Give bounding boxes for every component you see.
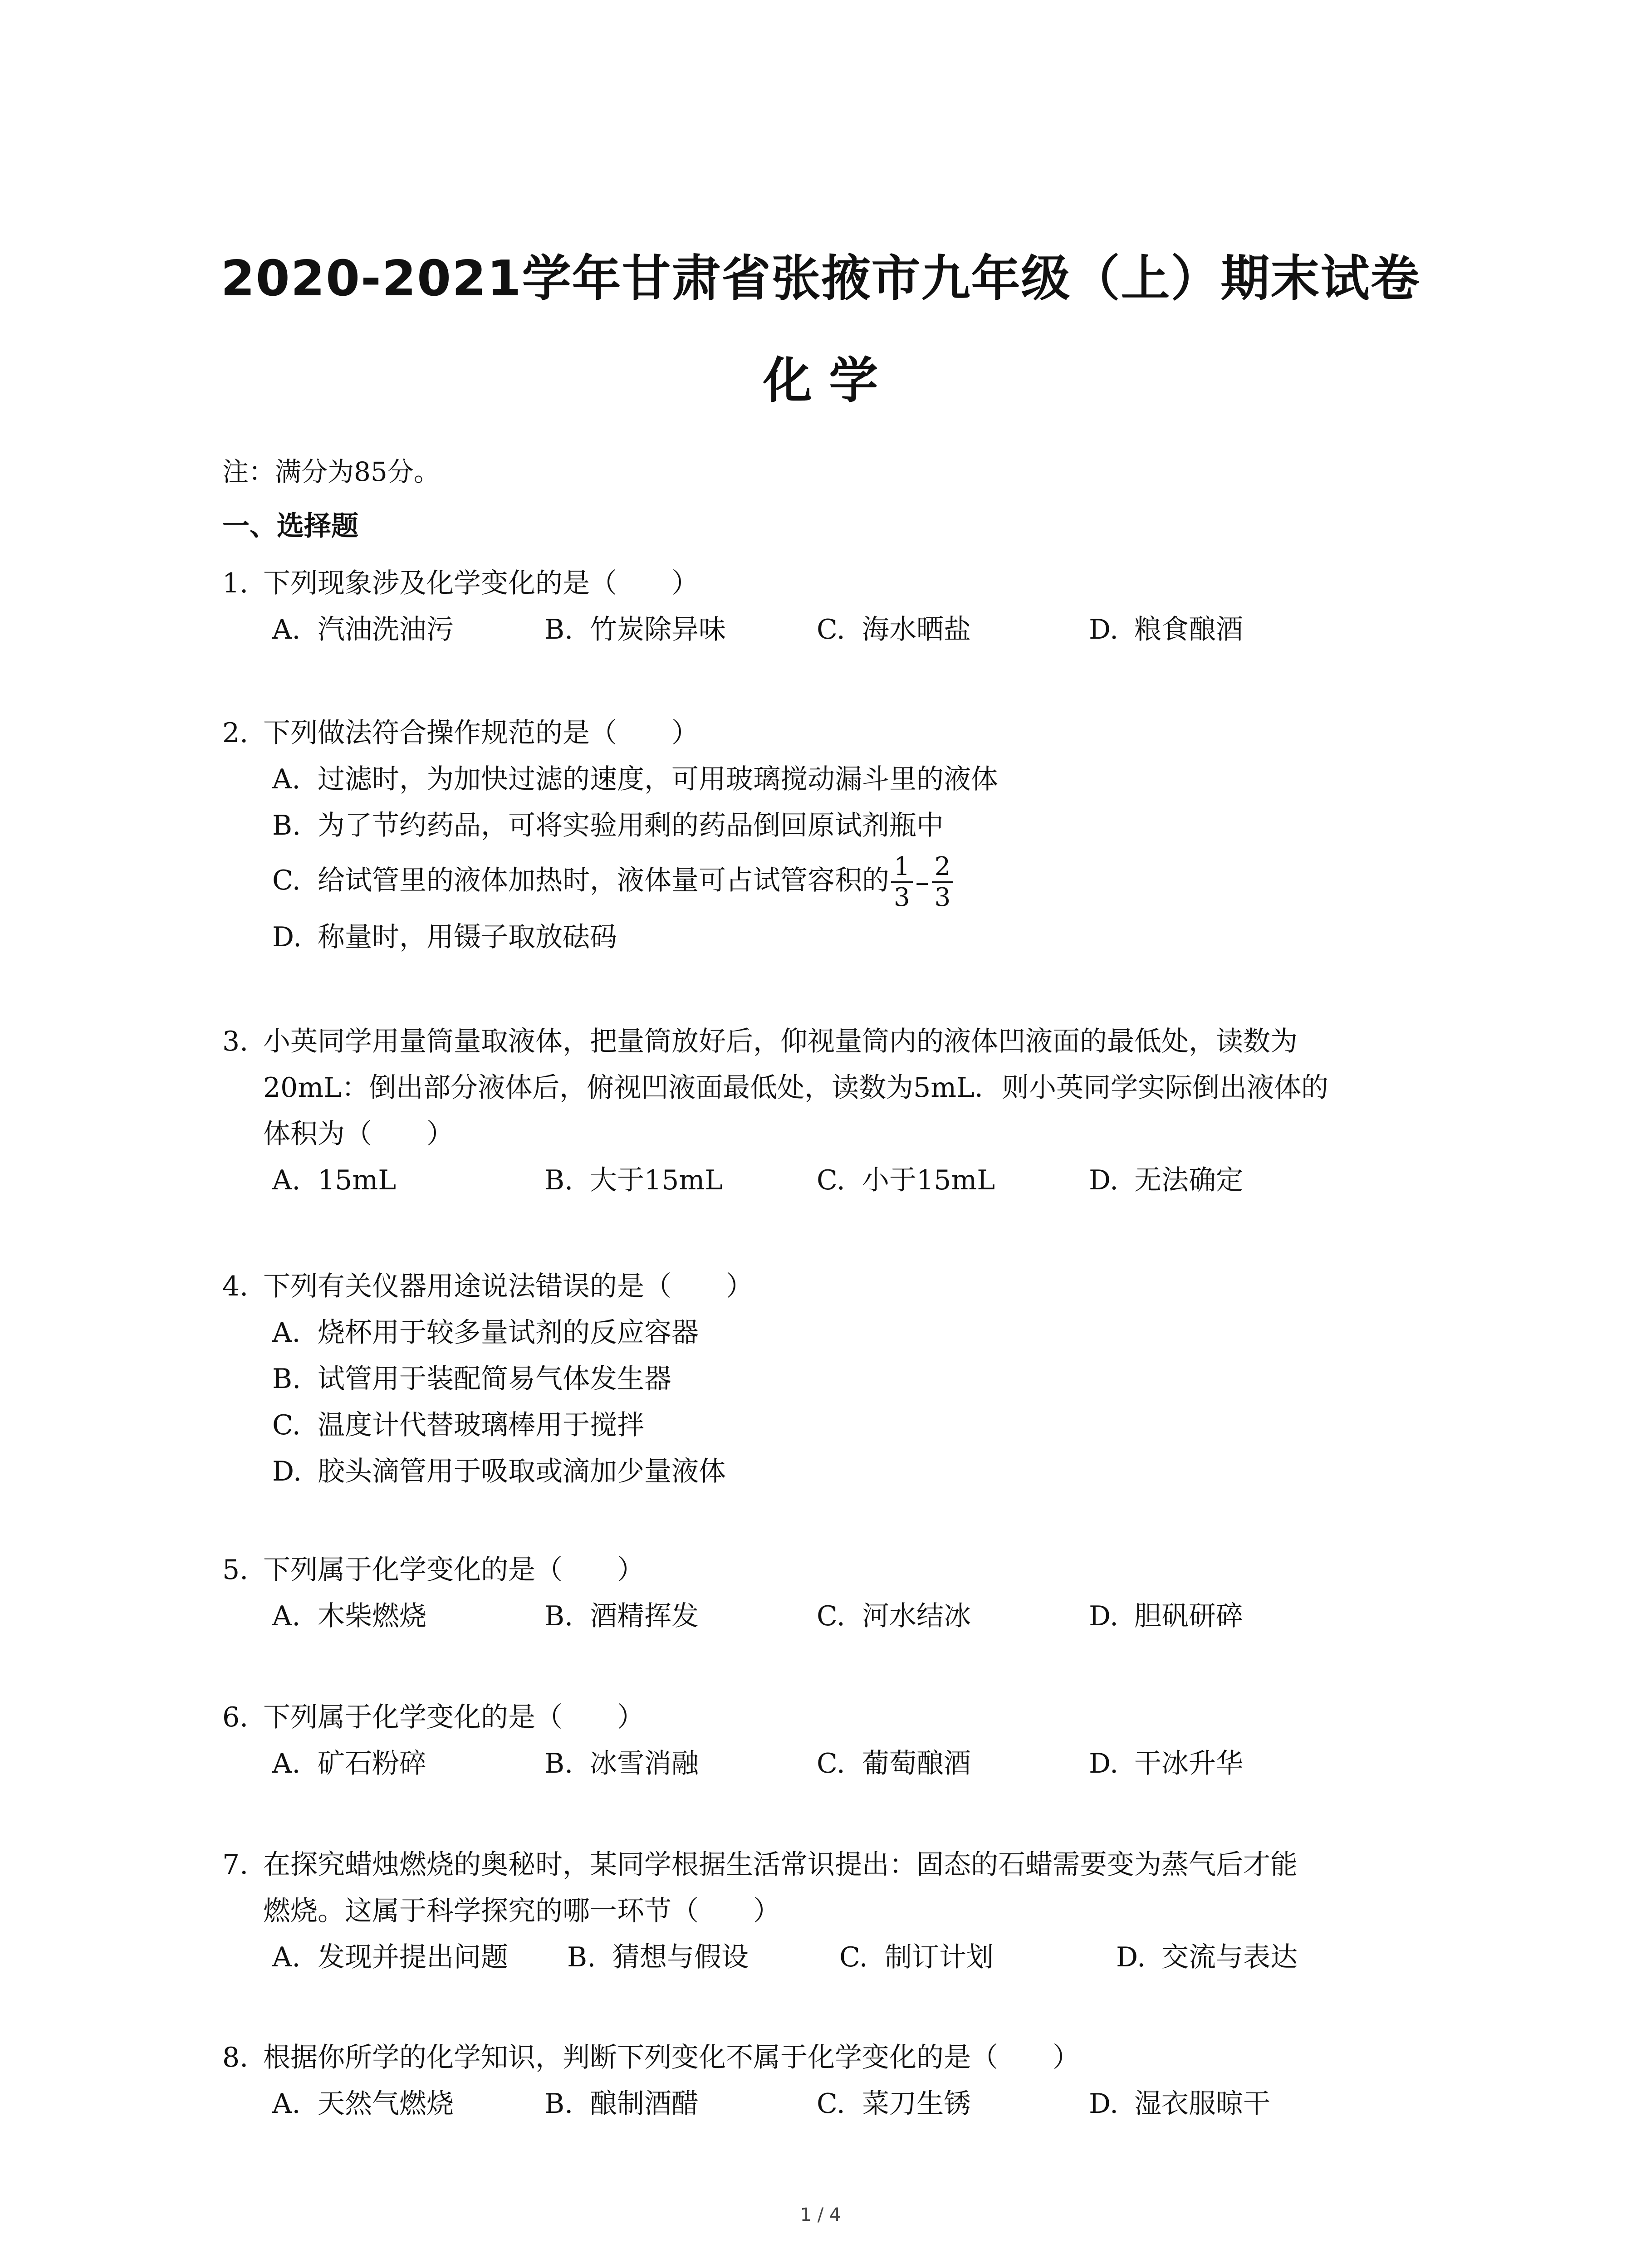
question-2 — [222, 710, 1447, 960]
question-number: 3. — [222, 1026, 249, 1057]
option-text: 大于15mL — [590, 1164, 723, 1196]
option-b — [567, 1934, 749, 1980]
option-text: 河水结冰 — [862, 1600, 971, 1632]
option-text: 菜刀生锈 — [862, 2088, 971, 2120]
section-heading: 一、选择题 — [222, 510, 358, 542]
option-a — [272, 1593, 426, 1639]
option-letter: C. — [817, 1164, 845, 1196]
option-letter: B. — [544, 1164, 573, 1196]
question-number: 2. — [222, 717, 249, 749]
option-letter: D. — [1089, 1600, 1119, 1632]
option-letter: D. — [1089, 2088, 1119, 2120]
option-a — [272, 1740, 426, 1787]
option-a — [272, 606, 454, 653]
question-stem — [263, 1018, 1447, 1157]
question-number: 1. — [222, 567, 249, 599]
option-text: 木柴燃烧 — [318, 1600, 426, 1632]
option-letter: B. — [544, 1748, 573, 1779]
option-letter: C. — [817, 1600, 845, 1632]
question-3 — [222, 1018, 1447, 1203]
option-a — [272, 1157, 396, 1203]
option-letter: B. — [272, 1363, 301, 1395]
question-number: 7. — [222, 1849, 249, 1881]
option-b — [272, 802, 1447, 849]
option-text: 小于15mL — [862, 1164, 995, 1196]
option-c — [272, 849, 1447, 914]
option-letter: A. — [272, 1164, 301, 1196]
option-d — [272, 914, 1447, 960]
option-text: 竹炭除异味 — [590, 614, 726, 645]
option-letter: A. — [272, 614, 301, 645]
question-7 — [222, 1842, 1447, 1980]
option-c — [817, 2081, 971, 2127]
question-stem: 下列现象涉及化学变化的是（ ） — [263, 567, 699, 599]
option-letter: D. — [1089, 1748, 1119, 1779]
option-text: 为了节约药品，可将实验用剩的药品倒回原试剂瓶中 — [318, 810, 944, 841]
option-letter: B. — [544, 1600, 573, 1632]
question-stem: 下列属于化学变化的是（ ） — [263, 1701, 644, 1733]
option-text: 15mL — [318, 1164, 397, 1196]
option-text: 温度计代替玻璃棒用于搅拌 — [318, 1409, 644, 1441]
question-stem — [263, 1842, 1447, 1934]
option-c — [839, 1934, 994, 1980]
option-text: 矿石粉碎 — [318, 1748, 426, 1779]
option-letter: D. — [272, 1456, 302, 1487]
option-text: 酒精挥发 — [590, 1600, 699, 1632]
fraction-two-thirds: $\frac{2}{3}$ — [932, 852, 954, 912]
option-letter: A. — [272, 763, 301, 795]
option-letter: A. — [272, 1317, 301, 1349]
option-text: 发现并提出问题 — [318, 1941, 508, 1973]
subject-title: 化 学 — [763, 352, 878, 409]
option-d — [1089, 2081, 1270, 2127]
option-letter: B. — [544, 2088, 573, 2120]
option-text: 交流与表达 — [1161, 1941, 1298, 1973]
question-number: 4. — [222, 1271, 249, 1302]
stem-line: 小英同学用量筒量取液体，把量筒放好后，仰视量筒内的液体凹液面的最低处，读数为 — [263, 1026, 1298, 1057]
option-text: 猜想与假设 — [612, 1941, 749, 1973]
option-text: 汽油洗油污 — [318, 614, 454, 645]
option-letter: D. — [1116, 1941, 1146, 1973]
question-stem: 根据你所学的化学知识，判断下列变化不属于化学变化的是（ ） — [263, 2042, 1080, 2073]
option-b — [544, 1157, 723, 1203]
options-row — [272, 1740, 1447, 1787]
question-6 — [222, 1694, 1447, 1787]
option-text: 试管用于装配简易气体发生器 — [318, 1363, 671, 1395]
option-letter: C. — [272, 865, 301, 896]
question-number: 5. — [222, 1554, 249, 1586]
option-text: 天然气燃烧 — [318, 2088, 454, 2120]
option-letter: B. — [272, 810, 301, 841]
option-letter: C. — [817, 614, 845, 645]
option-c — [817, 606, 971, 653]
options-row — [272, 606, 1447, 653]
stem-line: 在探究蜡烛燃烧的奥秘时，某同学根据生活常识提出：固态的石蜡需要变为蒸气后才能 — [263, 1849, 1298, 1881]
option-letter: A. — [272, 2088, 301, 2120]
question-stem: 下列做法符合操作规范的是（ ） — [263, 717, 699, 749]
question-number: 6. — [222, 1701, 249, 1733]
option-letter: C. — [272, 1409, 301, 1441]
option-d — [1116, 1934, 1298, 1980]
option-b — [544, 1593, 699, 1639]
option-c — [817, 1593, 971, 1639]
question-1 — [222, 560, 1447, 653]
option-letter: D. — [272, 921, 302, 953]
question-stem: 下列有关仪器用途说法错误的是（ ） — [263, 1271, 753, 1302]
stem-line: 20mL：倒出部分液体后，俯视凹液面最低处，读数为5mL．则小英同学实际倒出液体的 — [263, 1072, 1328, 1104]
option-letter: B. — [544, 614, 573, 645]
option-a — [272, 2081, 454, 2127]
option-a — [272, 1934, 508, 1980]
stem-line: 燃烧。这属于科学探究的哪一环节（ ） — [263, 1895, 780, 1927]
range-dash: – — [915, 866, 929, 899]
option-text: 制订计划 — [885, 1941, 994, 1973]
question-stem: 下列属于化学变化的是（ ） — [263, 1554, 644, 1586]
option-text: 冰雪消融 — [590, 1748, 699, 1779]
option-a — [272, 1310, 1447, 1356]
question-8 — [222, 2034, 1447, 2127]
options-row — [272, 2081, 1447, 2127]
option-d — [1089, 606, 1243, 653]
options-row — [272, 1157, 1447, 1203]
fraction-one-third: $\frac{1}{3}$ — [891, 852, 913, 912]
option-text: 称量时，用镊子取放砝码 — [318, 921, 617, 953]
option-text: 干冰升华 — [1134, 1748, 1243, 1779]
option-c — [817, 1740, 971, 1787]
option-letter: D. — [1089, 614, 1119, 645]
option-d — [1089, 1157, 1243, 1203]
option-letter: A. — [272, 1941, 301, 1973]
option-letter: C. — [839, 1941, 868, 1973]
option-letter: B. — [567, 1941, 596, 1973]
option-a — [272, 756, 1447, 802]
option-letter: C. — [817, 1748, 845, 1779]
option-text: 粮食酿酒 — [1134, 614, 1243, 645]
option-c — [272, 1402, 1447, 1448]
stem-line: 体积为（ ） — [263, 1118, 454, 1150]
option-letter: A. — [272, 1600, 301, 1632]
option-text: 胶头滴管用于吸取或滴加少量液体 — [318, 1456, 726, 1487]
option-text: 海水晒盐 — [862, 614, 971, 645]
score-note: 注：满分为85分。 — [222, 456, 440, 487]
option-d — [272, 1448, 1447, 1495]
option-d — [1089, 1593, 1243, 1639]
option-b — [272, 1356, 1447, 1402]
option-text: 无法确定 — [1134, 1164, 1243, 1196]
option-letter: D. — [1089, 1164, 1119, 1196]
question-4 — [222, 1263, 1447, 1495]
option-text: 胆矾研碎 — [1134, 1600, 1243, 1632]
option-d — [1089, 1740, 1243, 1787]
options-row — [272, 1593, 1447, 1639]
option-text: 烧杯用于较多量试剂的反应容器 — [318, 1317, 699, 1349]
option-letter: A. — [272, 1748, 301, 1779]
option-text: 过滤时，为加快过滤的速度，可用玻璃搅动漏斗里的液体 — [318, 763, 998, 795]
option-text: 湿衣服晾干 — [1134, 2088, 1270, 2120]
option-letter: C. — [817, 2088, 845, 2120]
option-text: 葡萄酿酒 — [862, 1748, 971, 1779]
option-b — [544, 2081, 699, 2127]
question-number: 8. — [222, 2042, 249, 2073]
question-5 — [222, 1547, 1447, 1639]
option-c — [817, 1157, 995, 1203]
page-number: 1 / 4 — [800, 2204, 841, 2225]
option-text: 给试管里的液体加热时，液体量可占试管容积的 — [318, 865, 889, 896]
option-b — [544, 606, 726, 653]
option-text: 酿制酒醋 — [590, 2088, 699, 2120]
options-row — [272, 1934, 1447, 1980]
exam-title: 2020-2021学年甘肃省张掖市九年级（上）期末试卷 — [220, 250, 1421, 307]
option-b — [544, 1740, 699, 1787]
